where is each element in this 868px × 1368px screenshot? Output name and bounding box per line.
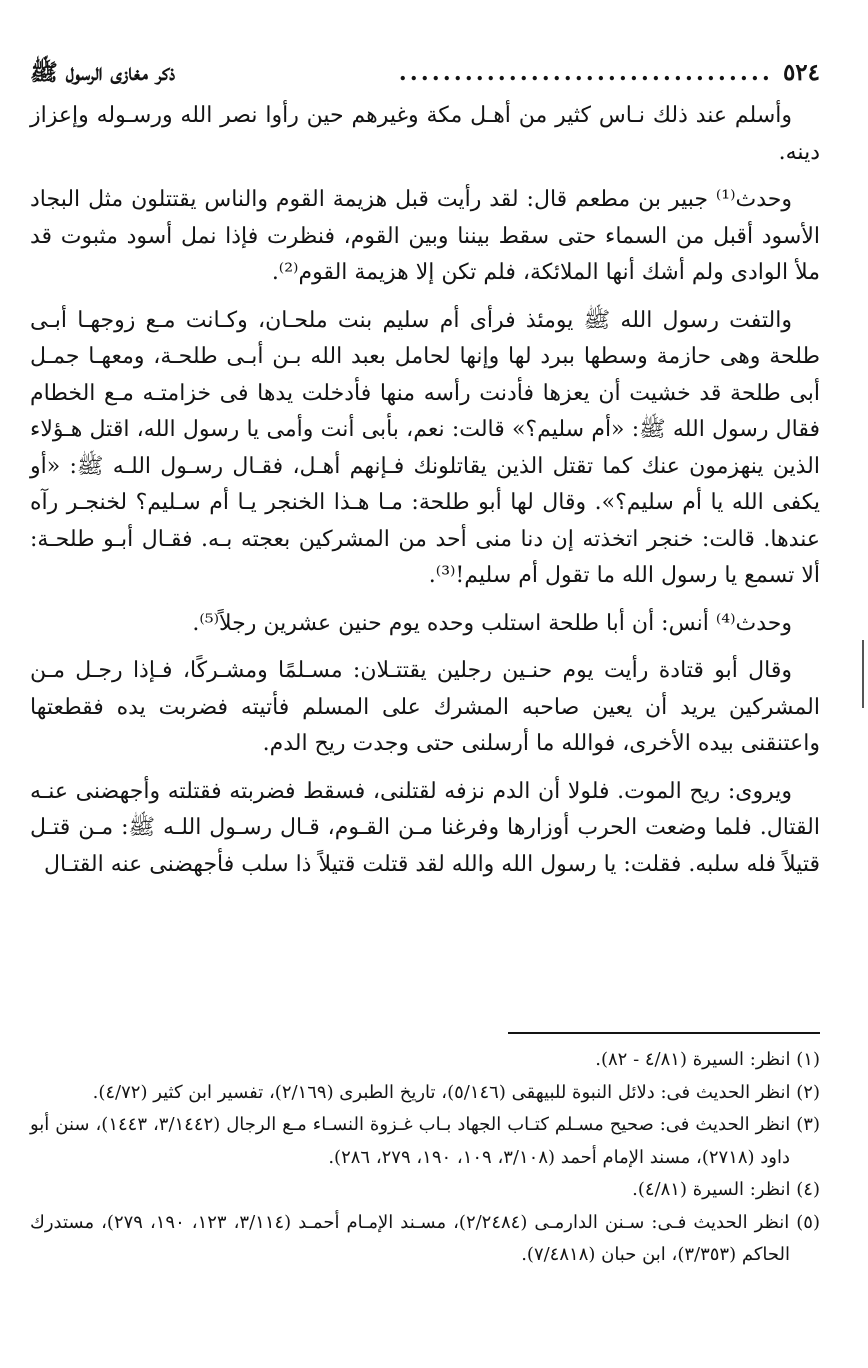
main-text [30,98,820,894]
footnote: (٢) انظر الحديث فى: دلائل النبوة للبيهقى (٥/١٤٦)، تاريخ الطبرى (٢/١٦٩)، تفسير ابن كثير (٤/٧٢). [92,1081,820,1103]
scan-edge-mark [862,640,864,708]
running-header [30,52,820,94]
header-title: ذكر مغازى الرسول ﷺ [30,59,176,86]
paragraph: والتفت رسول الله ﷺ يومئذ فرأى أم سليم بنت ملحـان، وكـانت مـع زوجهـا أبـى طلحة وهى حازمة وسطها ببرد لها وإنها لحامل بعبد الله بـن أبـى طلحـة، ومعهـا جمـل أبى طلحة قد خشيت أن يعزها فأدنت رأسه منها فأدخلت يدها فى خزامتـه مـع الخطام فقال رسول الله ﷺ: «أم سليم؟» قالت: نعم، بأبى أنت وأمى يا رسول الله، اقتل هـؤلاء الذين ينهزمون عنك كما تقتل الذين يقاتلونك فـإنهم أهـل، فقـال رسـول اللـه ﷺ: «أو يكفى الله يا أم سليم؟». وقال لها أبو طلحة: مـا هـذا الخنجر يـا أم سـليم؟ لخنجـر رآه عندها. قالت: خنجر اتخذته إن دنا منى أحد من المشركين بعجته بـه. فقـال أبـو طلحـة: ألا تسمع يا رسول الله ما تقول أم سليم!⁽³⁾. [30,307,820,588]
footnote: (٥) انظر الحديث فـى: سـنن الدارمـى (٢/٢٤٨٤)، مسـند الإمـام أحمـد (٣/١١٤، ١٢٣، ١٩٠، ٢٧٩)، مستدرك الحاكم (٣/٣٥٣)، ابن حبان (٧/٤٨١٨). [30,1211,820,1265]
footnotes [30,1044,820,1272]
footnote: (١) انظر: السيرة (٤/٨١ - ٨٢). [595,1049,820,1070]
paragraph: ويروى: ريح الموت. فلولا أن الدم نزفه لقتلنى، فسقط فضربته فقتلته وأجهضنى عنـه القتال. فلما وضعت الحرب أوزارها وفرغنا مـن القـوم، قـال رسـول اللـه ﷺ: مـن قتـل قتيلاً فله سلبه. فقلت: يا رسول الله والله لقد قتلت قتيلاً ذا سلب فأجهضنى عنه القتـال [30,778,820,877]
page-number: ٥٢٤ [782,59,820,86]
header-leader-dots: .................................. [398,59,773,86]
paragraph: وحدث⁽⁴⁾ أنس: أن أبا طلحة استلب وحده يوم حنين عشرين رجلاً⁽⁵⁾. [192,610,792,636]
paragraph: وقال أبو قتادة رأيت يوم حنـين رجلين يقتتـلان: مسـلمًا ومشـركًا، فـإذا رجـل مـن المشركين يريد أن يعين صاحبه المشرك على المسلم فأتيته فضربت يده فقطعتها واعتنقنى بيده الأخرى، فوالله ما أرسلنى حتى وجدت ريح الدم. [30,658,820,756]
footnote-separator [508,1032,820,1034]
footnote: (٤) انظر: السيرة (٤/٨١). [632,1179,820,1200]
paragraph: وحدث⁽¹⁾ جبير بن مطعم قال: لقد رأيت قبل هزيمة القوم والناس يقتتلون مثل البجاد الأسود أقبل من السماء حتى سقط بيننا وبين القوم، فنظرت فإذا نمل أسود مثبوت قد ملأ الوادى ولم أشك أنها الملائكة، فلم تكن إلا هزيمة القوم⁽²⁾. [30,187,820,285]
footnote: (٣) انظر الحديث فى: صحيح مسـلم كتـاب الجهاد بـاب غـزوة النسـاء مـع الرجال (٣/١٤٤٢، ١٤٤٣)، سنن أبو داود (٢٧١٨)، مسند الإمام أحمد (٣/١٠٨، ١٠٩، ١٩٠، ٢٧٩، ٢٨٦). [30,1114,820,1168]
paragraph: وأسلم عند ذلك نـاس كثير من أهـل مكة وغيرهم حين رأوا نصر الله ورسـوله وإعزاز دينه. [30,103,820,165]
